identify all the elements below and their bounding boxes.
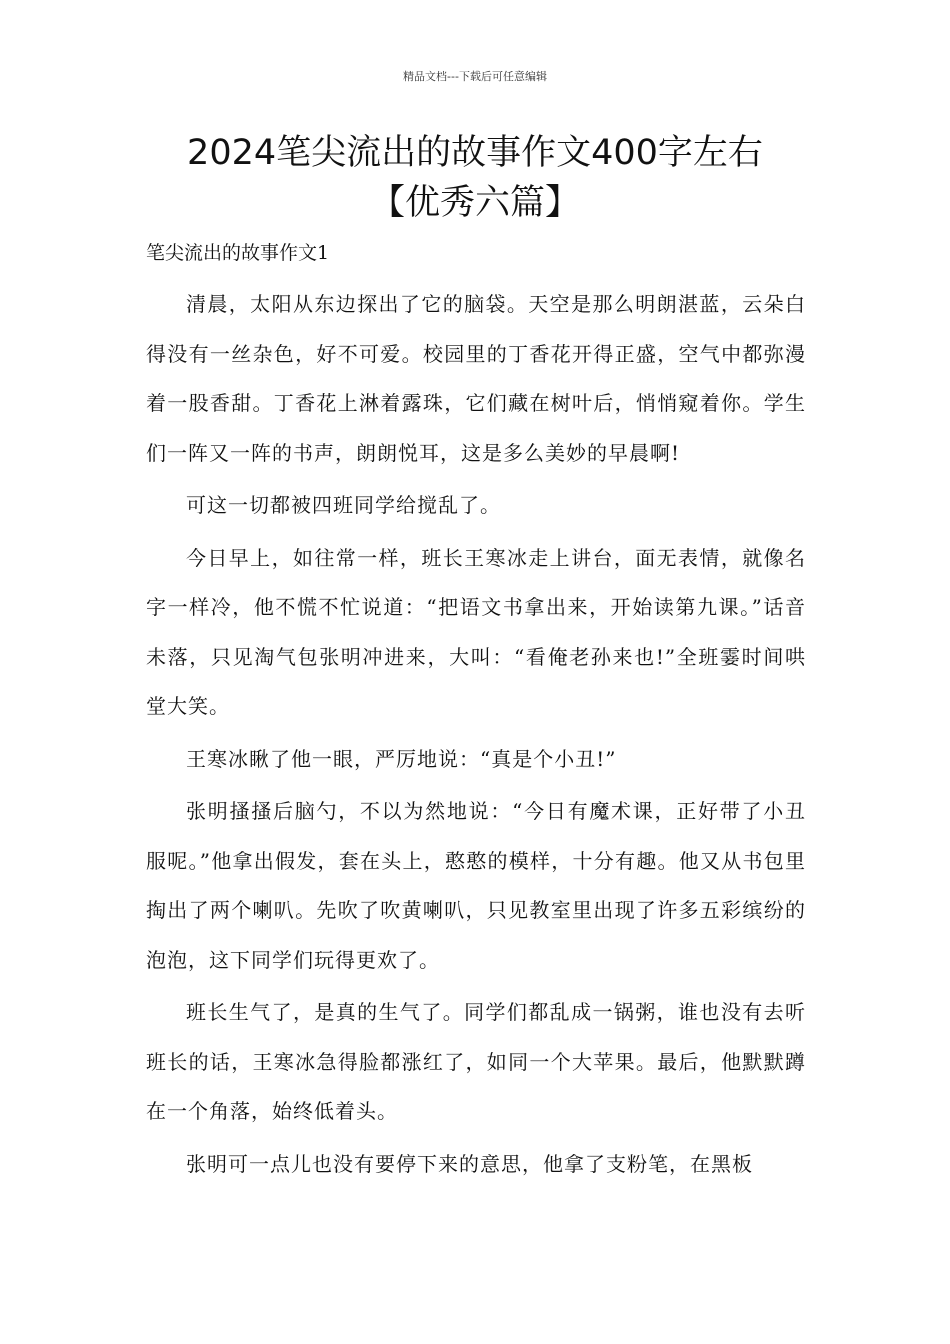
paragraph: 班长生气了，是真的生气了。同学们都乱成一锅粥，谁也没有去听班长的话，王寒冰急得脸都涨红了，如同一个大苹果。最后，他默默蹲在一个角落，始终低着头。: [146, 1000, 806, 1123]
title-line-1: 2024笔尖流出的故事作文400字左右: [187, 133, 763, 173]
paragraph: 张明搔搔后脑勺，不以为然地说：“今日有魔术课，正好带了小丑服呢。”他拿出假发，套在头上，憨憨的模样，十分有趣。他又从书包里掏出了两个喇叭。先吹了吹黄喇叭，只见教室里出现了许多五彩缤纷的泡泡，这下同学们玩得更欢了。: [146, 799, 806, 972]
paragraph: 今日早上，如往常一样，班长王寒冰走上讲台，面无表情，就像名字一样冷，他不慌不忙说道：“把语文书拿出来，开始读第九课。”话音未落，只见淘气包张明冲进来，大叫：“看俺老孙来也!”全班霎时间哄堂大笑。: [146, 545, 806, 718]
header-note: 精品文档---下载后可任意编辑: [403, 70, 547, 83]
paragraph: 清晨，太阳从东边探出了它的脑袋。天空是那么明朗湛蓝，云朵白得没有一丝杂色，好不可爱。校园里的丁香花开得正盛，空气中都弥漫着一股香甜。丁香花上淋着露珠，它们藏在树叶后，悄悄窥着你。学生们一阵又一阵的书声，朗朗悦耳，这是多么美妙的早晨啊!: [146, 292, 806, 465]
body-text: [146, 280, 806, 1192]
paragraph: 王寒冰瞅了他一眼，严厉地说：“真是个小丑!”: [186, 746, 617, 771]
paragraph: 可这一切都被四班同学给搅乱了。: [186, 493, 501, 517]
section-heading: 笔尖流出的故事作文1: [146, 242, 330, 264]
document-title: [120, 128, 830, 228]
title-line-2: 【优秀六篇】: [369, 183, 580, 223]
paragraph: 张明可一点儿也没有要停下来的意思，他拿了支粉笔，在黑板: [186, 1151, 753, 1176]
